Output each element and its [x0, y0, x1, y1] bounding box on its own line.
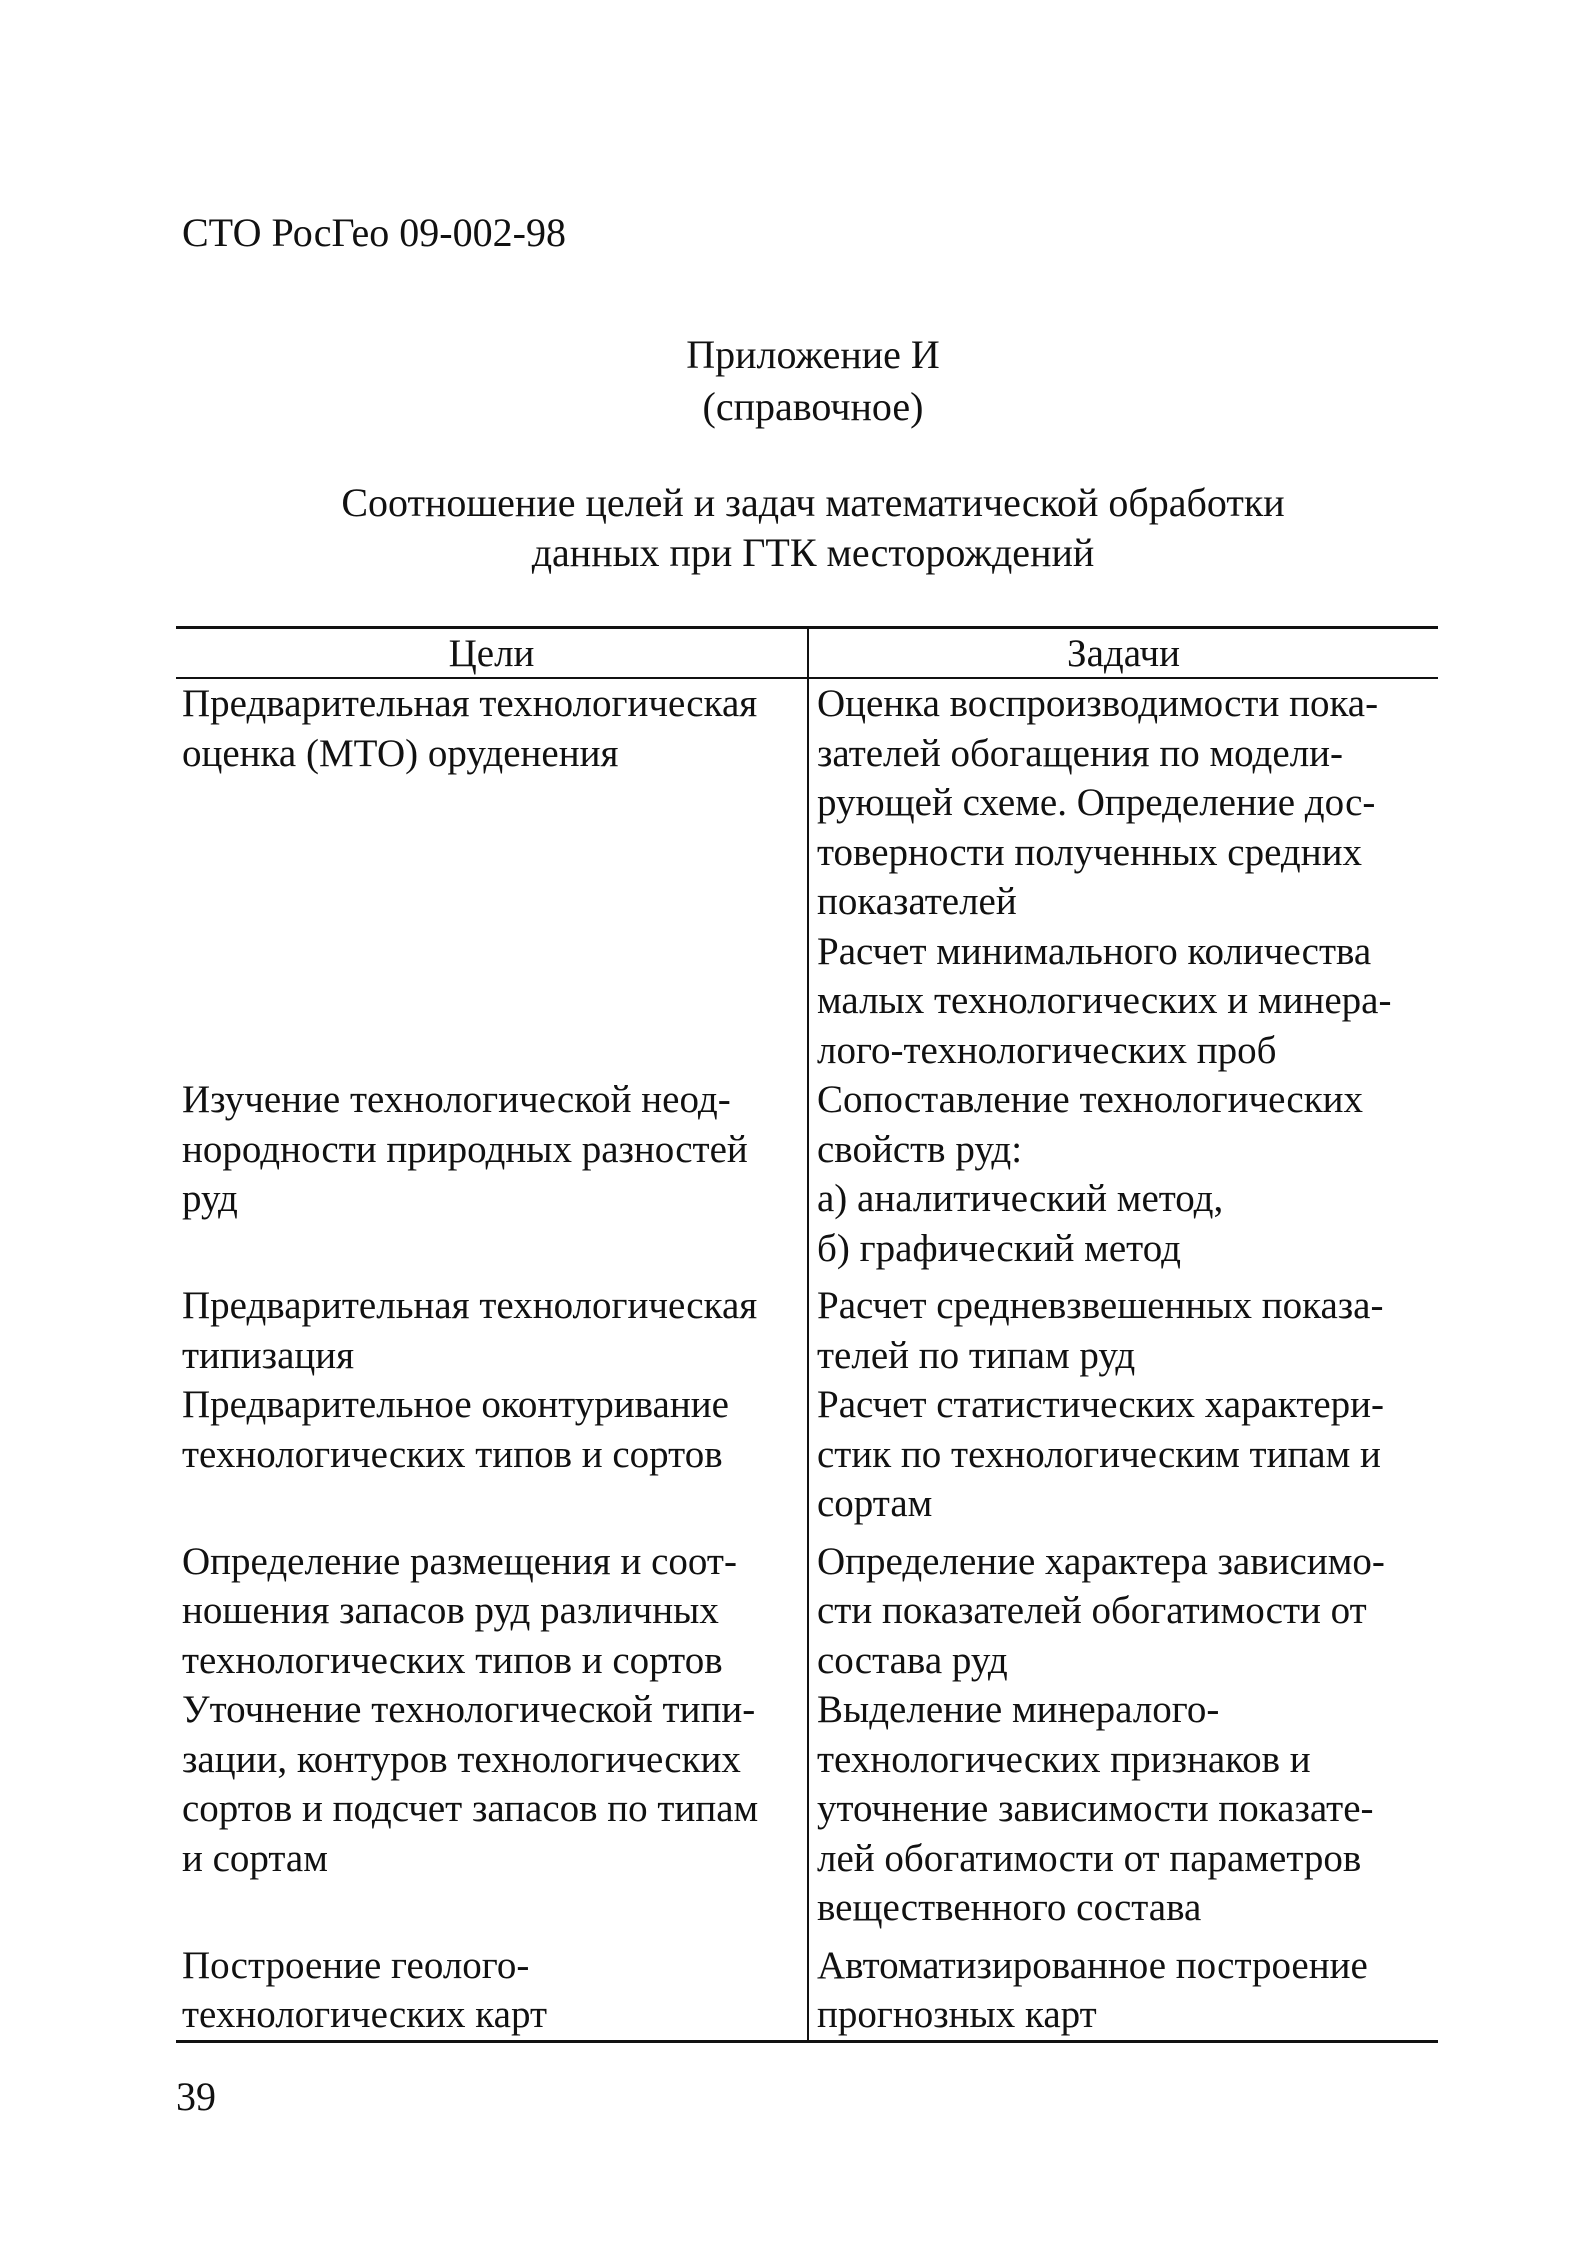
spacer-cell — [808, 1933, 1438, 1941]
goal-text-line: и сортам — [182, 1836, 328, 1880]
goal-text-line: ношения запасов руд различных — [182, 1589, 719, 1632]
task-text-line: товерности полученных средних — [817, 830, 1362, 874]
task-text-line: сортам — [817, 1482, 933, 1525]
appendix-title: Приложение И — [686, 332, 940, 377]
row-spacer — [176, 1273, 1438, 1281]
goal-text-line: сортов и подсчет запасов по типам — [182, 1787, 759, 1830]
task-text-line: телей по типам руд — [817, 1333, 1136, 1377]
task-text-line: стик по технологическим типам и — [817, 1432, 1381, 1476]
goal-cell — [176, 1281, 808, 1380]
task-text-line: лей обогатимости от параметров — [817, 1836, 1362, 1880]
table-row — [176, 678, 1438, 1075]
table-row — [176, 1075, 1438, 1273]
task-text-line: Расчет статистических характери- — [817, 1383, 1385, 1426]
goal-text-line: технологических типов и сортов — [182, 1432, 723, 1476]
table-header — [176, 628, 1438, 679]
task-text-line: сти показателей обогатимости от — [817, 1589, 1367, 1632]
task-text-line: Выделение минералого- — [817, 1688, 1220, 1731]
task-text-line: технологических признаков и — [817, 1737, 1311, 1781]
spacer-cell — [808, 1529, 1438, 1537]
spacer-cell — [176, 1273, 808, 1281]
table-row — [176, 1941, 1438, 2042]
task-cell — [808, 678, 1438, 1075]
goal-cell — [176, 1685, 808, 1933]
goal-text-line: Предварительная технологическая — [182, 1284, 758, 1327]
task-text-line: лого-технологических проб — [817, 1028, 1277, 1072]
task-text-line: Расчет минимального количества — [817, 929, 1372, 973]
table-row — [176, 1537, 1438, 1686]
spacer-cell — [808, 1273, 1438, 1281]
task-text-line: показателей — [817, 880, 1017, 923]
table-header-row — [176, 628, 1438, 679]
goal-text-line: технологических карт — [182, 1993, 547, 2036]
goal-text-line: оценка (МТО) оруденения — [182, 731, 619, 775]
page-number: 39 — [176, 2074, 216, 2119]
goal-text-line: Предварительное оконтуривание — [182, 1383, 729, 1426]
goal-text-line: Уточнение технологической типи- — [182, 1688, 756, 1731]
task-text-line: зателей обогащения по модели- — [817, 731, 1344, 775]
task-text-line: Сопоставление технологических — [817, 1078, 1364, 1121]
task-text-line: малых технологических и минера- — [817, 979, 1392, 1022]
task-text-line: рующей схеме. Определение дос- — [817, 781, 1376, 824]
goal-cell — [176, 1537, 808, 1686]
task-text-line: Определение характера зависимо- — [817, 1539, 1385, 1583]
document-title-line-2: данных при ГТК месторождений — [531, 530, 1095, 575]
task-cell — [808, 1941, 1438, 2042]
spacer-cell — [176, 1529, 808, 1537]
table-row — [176, 1685, 1438, 1933]
goal-text-line: нородности природных разностей — [182, 1127, 748, 1171]
goal-text-line: типизация — [182, 1333, 355, 1377]
document-title-line-1: Соотношение целей и задач математической обработки — [341, 480, 1285, 525]
task-cell — [808, 1380, 1438, 1529]
goal-cell — [176, 1075, 808, 1273]
task-cell — [808, 1281, 1438, 1380]
task-text-line: Автоматизированное построение — [817, 1943, 1368, 1987]
goal-text-line: Построение геолого- — [182, 1943, 530, 1987]
task-text-line: уточнение зависимости показате- — [817, 1787, 1374, 1830]
goal-text-line: Изучение технологической неод- — [182, 1078, 731, 1121]
task-text-line: Оценка воспроизводимости пока- — [817, 682, 1379, 725]
spacer-cell — [176, 1933, 808, 1941]
column-header-goals: Цели — [176, 628, 808, 679]
task-text-line: вещественного состава — [817, 1886, 1202, 1929]
goal-cell — [176, 1941, 808, 2042]
table-row — [176, 1281, 1438, 1380]
document-code: СТО РосГео 09-002-98 — [182, 210, 566, 255]
table-row — [176, 1380, 1438, 1529]
goal-text-line: Предварительная технологическая — [182, 682, 758, 725]
task-text-line: свойств руд: — [817, 1127, 1023, 1171]
goal-cell — [176, 1380, 808, 1529]
row-spacer — [176, 1529, 1438, 1537]
goals-tasks-table — [176, 626, 1438, 2043]
appendix-kind: (справочное) — [702, 384, 924, 429]
task-text-line: состава руд — [817, 1638, 1008, 1682]
task-cell — [808, 1075, 1438, 1273]
task-text-line: Расчет средневзвешенных показа- — [817, 1284, 1384, 1327]
task-text-line: прогнозных карт — [817, 1993, 1097, 2036]
goal-text-line: зации, контуров технологических — [182, 1737, 741, 1781]
row-spacer — [176, 1933, 1438, 1941]
column-header-tasks: Задачи — [808, 628, 1438, 679]
table-body — [176, 678, 1438, 2041]
task-cell — [808, 1537, 1438, 1686]
task-cell — [808, 1685, 1438, 1933]
document-title — [0, 478, 1595, 578]
goal-text-line: руд — [182, 1177, 238, 1220]
goal-text-line: Определение размещения и соот- — [182, 1539, 737, 1583]
task-text-line: а) аналитический метод, — [817, 1177, 1224, 1220]
goal-cell — [176, 678, 808, 1075]
goal-text-line: технологических типов и сортов — [182, 1638, 723, 1682]
task-text-line: б) графический метод — [817, 1226, 1181, 1270]
